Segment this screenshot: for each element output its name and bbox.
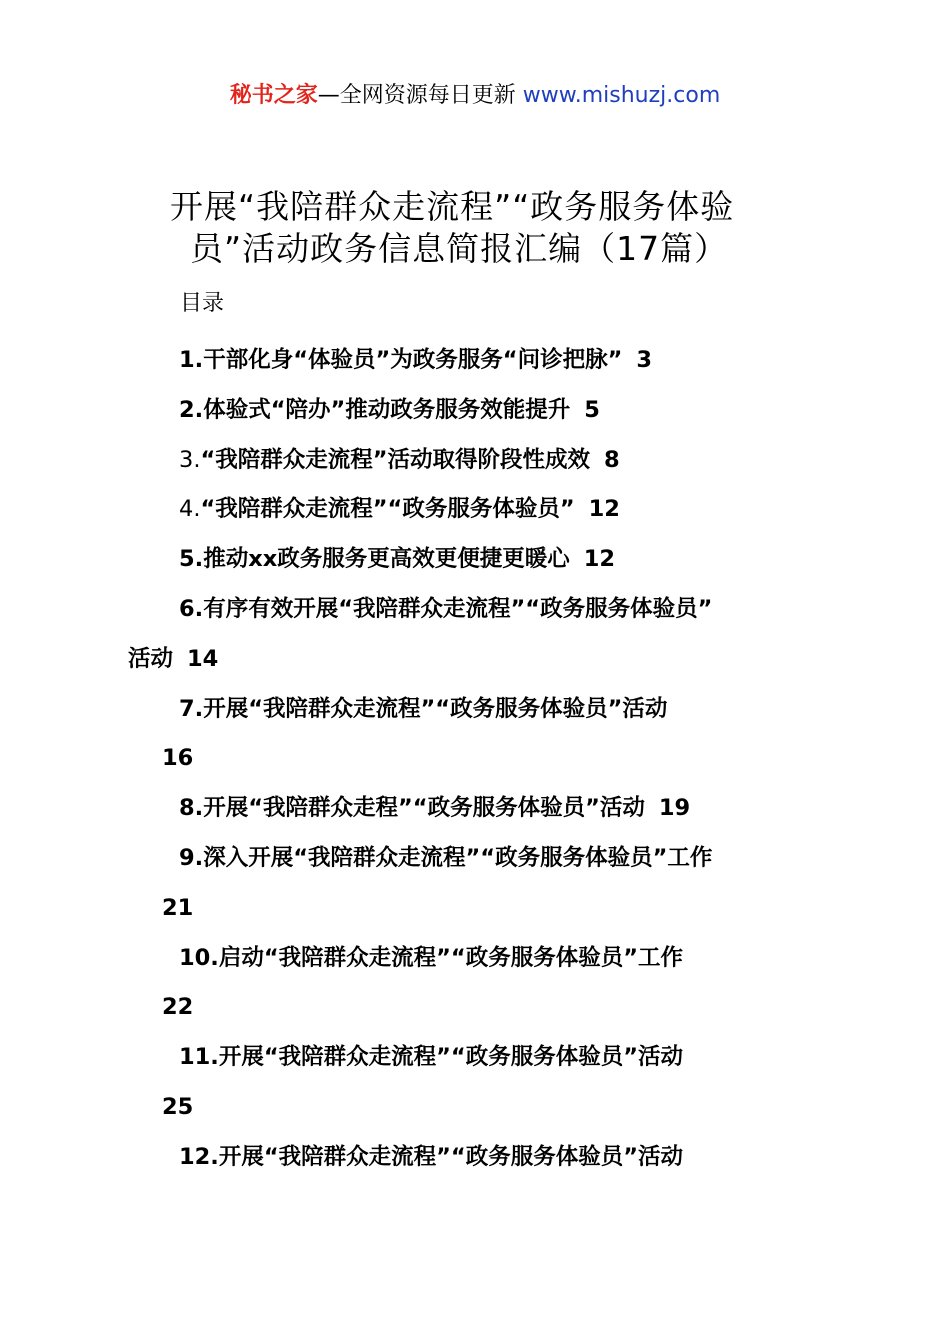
toc-entry[interactable] — [128, 336, 833, 386]
toc-entry[interactable] — [128, 685, 833, 785]
site-banner — [0, 82, 950, 110]
toc-entry-page: 21 — [162, 894, 194, 921]
toc-entry-title: 开展“我陪群众走程”“政务服务体验员”活动 — [203, 795, 645, 822]
toc-entry-page: 12 — [583, 546, 616, 573]
toc-entry-page: 8 — [604, 446, 620, 473]
toc-entry-page: 16 — [162, 745, 194, 772]
toc-entry-title: 启动“我陪群众走流程”“政务服务体验员”工作 — [218, 944, 684, 971]
toc-entry-title-continued: 活动 — [128, 645, 174, 672]
toc-entry-number: 1. — [179, 347, 204, 373]
toc-entry-number: 6. — [179, 595, 204, 622]
toc-entry-number: 5. — [179, 546, 204, 573]
document-title — [150, 186, 830, 270]
site-tagline: —全网资源每日更新 — [317, 83, 516, 108]
toc-heading: 目录 — [180, 291, 225, 316]
toc-entry-title: 开展“我陪群众走流程”“政务服务体验员”活动 — [203, 695, 668, 722]
toc-entry-page: 12 — [588, 496, 620, 523]
title-line-2: 员”活动政务信息简报汇编（17篇） — [190, 229, 729, 268]
toc-entry-title: 体验式“陪办”推动政务服务效能提升 — [203, 396, 571, 423]
toc-entry-number: 2. — [179, 396, 204, 423]
toc-entry-number: 12. — [179, 1143, 219, 1170]
toc-entry-page: 5 — [584, 396, 600, 423]
toc-entry[interactable] — [128, 834, 833, 934]
toc-entry-number: 7. — [179, 695, 204, 722]
toc-entry-number: 8. — [179, 795, 204, 822]
toc-entry[interactable] — [128, 784, 833, 834]
site-url-link[interactable]: www.mishuzj.com — [522, 83, 721, 108]
table-of-contents — [128, 336, 833, 1183]
toc-entry-number: 9. — [179, 844, 204, 871]
toc-entry-title: 推动xx政务服务更高效更便捷更暖心 — [203, 546, 570, 573]
toc-entry-page: 14 — [187, 645, 219, 672]
toc-entry-title: 深入开展“我陪群众走流程”“政务服务体验员”工作 — [203, 844, 713, 871]
toc-entry-number: 3. — [179, 446, 201, 473]
toc-entry-title: 开展“我陪群众走流程”“政务服务体验员”活动 — [218, 1044, 684, 1071]
toc-entry[interactable] — [128, 386, 833, 436]
toc-entry-number: 4. — [179, 496, 201, 523]
toc-entry[interactable] — [128, 436, 833, 486]
toc-entry[interactable] — [128, 934, 833, 1034]
site-brand: 秘书之家 — [229, 83, 318, 108]
toc-entry-number: 11. — [179, 1044, 219, 1071]
toc-entry[interactable] — [128, 585, 833, 685]
toc-entry[interactable] — [128, 1133, 833, 1183]
toc-entry-title: “我陪群众走流程”“政务服务体验员” — [200, 496, 575, 523]
toc-entry-title: 有序有效开展“我陪群众走流程”“政务服务体验员” — [203, 595, 713, 622]
toc-entry-title: 干部化身“体验员”为政务服务“问诊把脉” — [203, 347, 623, 373]
toc-entry-page: 22 — [162, 994, 194, 1021]
toc-entry-page: 19 — [658, 795, 691, 822]
toc-entry[interactable] — [128, 485, 833, 535]
toc-entry-title: “我陪群众走流程”活动取得阶段性成效 — [200, 446, 591, 473]
toc-entry-title: 开展“我陪群众走流程”“政务服务体验员”活动 — [218, 1143, 684, 1170]
toc-entry[interactable] — [128, 1033, 833, 1133]
toc-entry[interactable] — [128, 535, 833, 585]
toc-entry-number: 10. — [179, 944, 219, 971]
toc-entry-page: 25 — [162, 1093, 194, 1120]
title-line-1: 开展“我陪群众走流程”“政务服务体验 — [170, 187, 735, 226]
toc-entry-page: 3 — [636, 347, 653, 373]
